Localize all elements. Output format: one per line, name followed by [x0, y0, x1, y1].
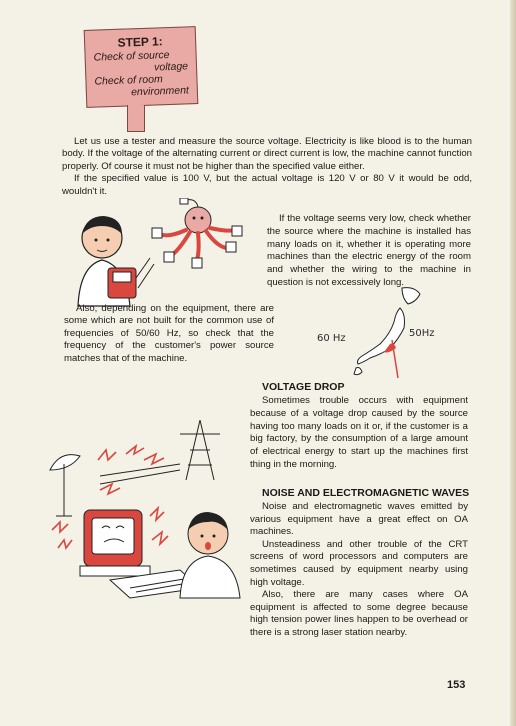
voltage-drop-paragraph: Sometimes trouble occurs with equipment because of a voltage drop caused by the source having too many loads on it or, if the customer is a big factory, by the consumption of a large amount of electrical energy to start up the machines first thing in the morning. [250, 395, 468, 470]
intro-paragraph-2: If the specified value is 100 V, but the actual voltage is 120 V or 80 V it would be odd, wouldn't it. [62, 173, 472, 197]
sign-line-3: Check of room [94, 73, 163, 88]
intro-text [62, 136, 472, 198]
frequency-paragraph: Also, depending on the equipment, there are some which are not built for the common use of frequencies of 50/60 Hz, so check that the frequency of the customer's power source matches that of the machine. [64, 303, 274, 364]
noise-paragraph-1: Noise and electromagnetic waves emitted by various equipment have a great effect on OA machines. [250, 501, 468, 538]
noise-paragraph-3: Also, there are many cases where OA equipment is affected to some degree because high tension power lines happen to be overhead or there is a strong laser station nearby. [250, 589, 468, 638]
low-voltage-paragraph: If the voltage seems very low, check whether the source where the machine is installed has many loads on it, whether it is operating more machines than the electric energy of the room and whether the wiring to the machine in question is not excessively long. [267, 213, 471, 288]
tester-illustration [68, 198, 248, 310]
map-label-50hz: 50Hz [409, 328, 435, 339]
sign-line-2: voltage [153, 60, 189, 74]
sign-line-4: environment [130, 84, 190, 99]
voltage-drop-heading: VOLTAGE DROP [262, 381, 345, 393]
noise-text [250, 501, 468, 640]
interference-illustration [40, 420, 250, 600]
step-sign [84, 26, 199, 108]
sign-line-1: Check of source [93, 49, 170, 64]
low-voltage-text [267, 213, 471, 290]
intro-paragraph-1: Let us use a tester and measure the source voltage. Electricity is like blood is to the human body. If the voltage of the alternating current or direct current is low, the machine cannot function properly. Of course it must not be higher than the specified value either. [62, 136, 472, 172]
noise-heading: NOISE AND ELECTROMAGNETIC WAVES [262, 487, 470, 499]
page-edge [510, 0, 516, 726]
sign-title: STEP 1: [117, 34, 163, 50]
voltage-drop-text [250, 395, 468, 472]
noise-paragraph-2: Unsteadiness and other trouble of the CRT screens of word processors and computers are sometimes caused by equipment nearby using high voltage. [250, 538, 468, 588]
sign-post [127, 105, 145, 132]
map-label-60hz: 60 Hz [317, 333, 346, 344]
frequency-text [64, 303, 274, 365]
page-number: 153 [447, 679, 466, 691]
